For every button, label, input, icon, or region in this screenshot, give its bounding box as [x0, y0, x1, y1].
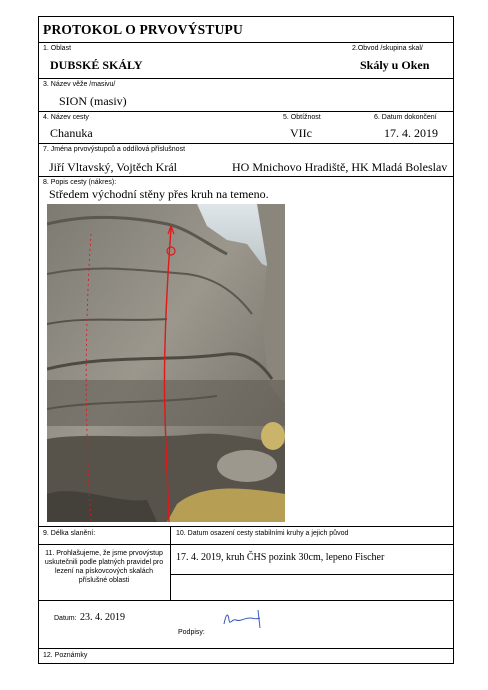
vez-value: SION (masiv) — [59, 94, 127, 108]
datum-dokonceni-label: 6. Datum dokončení — [374, 114, 437, 121]
vez-label: 3. Název věže /masivu/ — [43, 81, 116, 88]
obtiznost-label: 5. Obtížnost — [283, 114, 321, 121]
oblast-value: DUBSKÉ SKÁLY — [50, 58, 143, 72]
divider — [170, 574, 454, 575]
form-title: PROTOKOL O PRVOVÝSTUPU — [43, 22, 243, 37]
cesta-value: Chanuka — [50, 126, 93, 140]
osazeni-value: 17. 4. 2019, kruh ČHS pozink 30cm, lepeno Fischer — [176, 552, 385, 563]
jmena-value: Jiří Vltavský, Vojtěch Král — [49, 160, 177, 174]
datum-label: Datum: — [54, 615, 77, 622]
cesta-label: 4. Název cesty — [43, 114, 89, 121]
popis-label: 8. Popis cesty (nákres): — [43, 179, 117, 186]
divider — [38, 600, 454, 601]
oddil-value: HO Mnichovo Hradiště, HK Mladá Boleslav — [232, 160, 448, 174]
delka-label: 9. Délka slanění: — [43, 530, 96, 537]
osazeni-label: 10. Datum osazení cesty stabilními kruhy a jejich původ — [176, 530, 349, 537]
divider — [38, 544, 454, 545]
signature-image — [220, 606, 266, 632]
obtiznost-value: VIIc — [290, 126, 312, 140]
podpisy-label: Podpisy: — [178, 629, 205, 636]
prohlaseni-label: 11. Prohlašujeme, že jsme prvovýstup uskutečnili podle platných pravidel pro lezení na pískovcových skalách příslušné oblasti — [44, 550, 164, 584]
oblast-label: 1. Oblast — [43, 45, 72, 52]
route-photo — [47, 204, 285, 522]
divider — [38, 143, 454, 144]
divider — [38, 42, 454, 43]
divider — [38, 176, 454, 177]
divider — [38, 526, 454, 527]
divider — [38, 111, 454, 112]
divider — [38, 648, 454, 649]
divider — [38, 78, 454, 79]
obvod-value: Skály u Oken — [360, 58, 430, 72]
obvod-label: 2.Obvod /skupina skal/ — [352, 45, 423, 52]
jmena-label: 7. Jména prvovýstupců a oddílová příslušnost — [43, 146, 186, 153]
column-divider — [170, 526, 171, 600]
datum-dokonceni-value: 17. 4. 2019 — [384, 126, 438, 140]
popis-value: Středem východní stěny přes kruh na temeno. — [49, 187, 269, 201]
poznamky-label: 12. Poznámky — [43, 652, 88, 659]
datum-value: 23. 4. 2019 — [80, 612, 125, 623]
